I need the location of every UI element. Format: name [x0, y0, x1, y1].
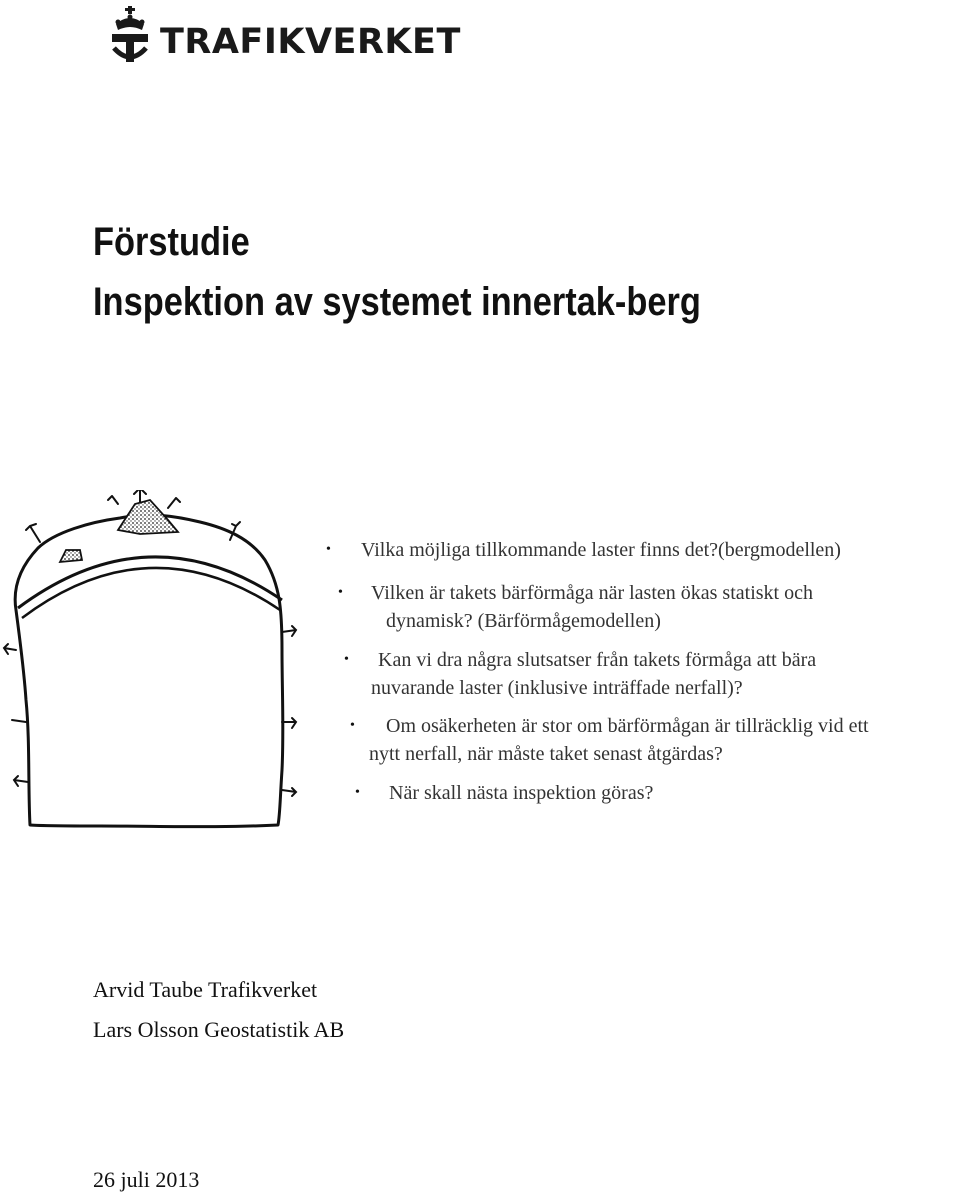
- trafikverket-crown-t-icon: [108, 4, 152, 70]
- question-5: När skall nästa inspektion göras?: [389, 782, 654, 804]
- page-title: [93, 212, 701, 332]
- question-3-line-2: nuvarande laster (inklusive inträffade nerfall)?: [371, 677, 743, 699]
- author-2: Lars Olsson Geostatistik AB: [93, 1017, 345, 1042]
- question-4-line-1: Om osäkerheten är stor om bärförmågan är tillräcklig vid ett: [386, 715, 869, 737]
- bullet-icon: •: [350, 718, 355, 733]
- bullet-icon: •: [338, 585, 343, 600]
- bullet-icon: •: [344, 652, 349, 667]
- question-3-line-1: Kan vi dra några slutsatser från takets förmåga att bära: [378, 649, 817, 671]
- title-line-1: Förstudie: [93, 220, 250, 264]
- bullet-icon: •: [326, 542, 331, 557]
- title-line-2: Inspektion av systemet innertak-berg: [93, 280, 701, 324]
- author-block: [93, 970, 344, 1050]
- author-1: Arvid Taube Trafikverket: [93, 977, 318, 1002]
- question-4-line-2: nytt nerfall, när måste taket senast åtgärdas?: [369, 743, 723, 765]
- logo-wordmark: TRAFIKVERKET: [160, 22, 461, 62]
- document-date: 26 juli 2013: [93, 1167, 200, 1192]
- question-1: Vilka möjliga tillkommande laster finns det?(bergmodellen): [361, 539, 841, 561]
- question-2-line-1: Vilken är takets bärförmåga när lasten ökas statiskt och: [371, 582, 813, 604]
- bullet-icon: •: [355, 785, 360, 800]
- trafikverket-logo: [108, 4, 461, 70]
- question-2-line-2: dynamisk? (Bärförmågemodellen): [386, 610, 661, 632]
- tunnel-cross-section-icon: [0, 490, 310, 840]
